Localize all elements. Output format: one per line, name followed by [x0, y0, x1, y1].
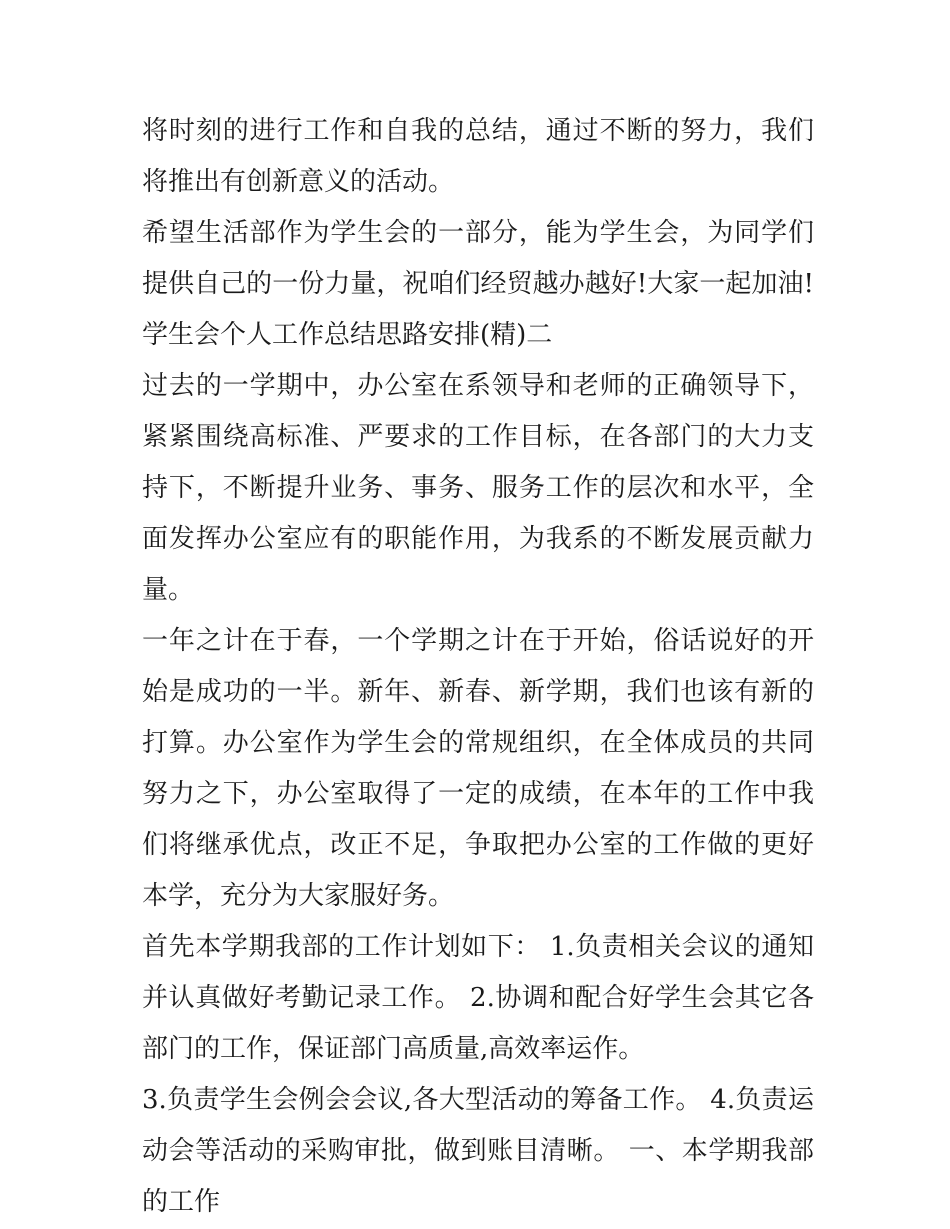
paragraph: 希望生活部作为学生会的一部分，能为学生会，为同学们提供自己的一份力量，祝咱们经贸越办越好!大家一起加油! 学生会个人工作总结思路安排(精)二 — [142, 218, 814, 350]
document-body — [142, 106, 814, 1228]
paragraph: 3.负责学生会例会会议,各大型活动的筹备工作。 4.负责运动会等活动的采购审批，做到账目清晰。 一、本学期我部的工作 — [142, 1085, 814, 1217]
paragraph: 将时刻的进行工作和自我的总结，通过不断的努力，我们将推出有创新意义的活动。 — [142, 116, 814, 197]
paragraph: 一年之计在于春，一个学期之计在于开始，俗话说好的开始是成功的一半。新年、新春、新学期，我们也该有新的打算。办公室作为学生会的常规组织，在全体成员的共同努力之下，办公室取得了一定的成绩，在本年的工作中我们将继承优点，改正不足，争取把办公室的工作做的更好本学，充分为大家服好务。 — [142, 626, 814, 911]
paragraph: 过去的一学期中，办公室在系领导和老师的正确领导下，紧紧围绕高标准、严要求的工作目标，在各部门的大力支持下，不断提升业务、事务、服务工作的层次和水平，全面发挥办公室应有的职能作用，为我系的不断发展贡献力量。 — [142, 371, 814, 605]
paragraph: 首先本学期我部的工作计划如下： 1.负责相关会议的通知并认真做好考勤记录工作。 2.协调和配合好学生会其它各部门的工作，保证部门高质量,高效率运作。 — [142, 932, 814, 1064]
